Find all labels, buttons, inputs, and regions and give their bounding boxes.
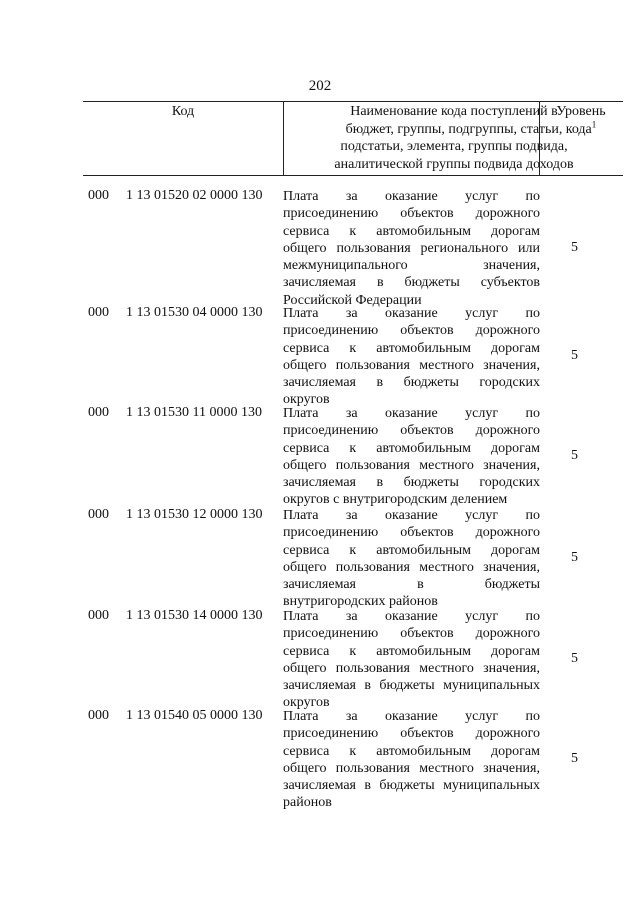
row-name-line: внутригородских районов	[283, 594, 438, 610]
row-prefix: 000	[88, 608, 109, 623]
row-code: 1 13 01540 05 0000 130	[126, 708, 263, 723]
row-name	[283, 608, 540, 712]
row-name-line: Российской Федерации	[283, 292, 422, 308]
row-name-line: Плата за оказание услуг по	[283, 609, 540, 624]
row-name-line: общего пользования местного значения,	[283, 660, 540, 676]
row-prefix: 000	[88, 305, 109, 320]
row-name-line: присоединению объектов дорожного	[283, 323, 540, 339]
row-name	[283, 708, 540, 812]
row-prefix: 000	[88, 507, 109, 522]
row-name-line: присоединению объектов дорожного	[283, 626, 540, 642]
footnote-marker: 1	[591, 118, 597, 129]
row-name	[283, 507, 540, 611]
row-name-line: зачисляемая в бюджеты муниципальных	[283, 678, 540, 694]
row-name-line: зачисляемая в бюджеты субъектов	[283, 275, 540, 291]
row-level: 5	[571, 549, 578, 565]
row-name-line: сервиса к автомобильным дорогам	[283, 542, 540, 558]
row-name-line: Плата за оказание услуг по	[283, 709, 540, 724]
row-name-line: сервиса к автомобильным дорогам	[283, 440, 540, 456]
row-code: 1 13 01520 02 0000 130	[126, 188, 263, 203]
row-name-line: присоединению объектов дорожного	[283, 525, 540, 541]
row-prefix: 000	[88, 405, 109, 420]
table-header	[83, 101, 623, 176]
row-code: 1 13 01530 04 0000 130	[126, 305, 263, 320]
row-name	[283, 405, 540, 509]
row-name-line: общего пользования местного значения,	[283, 760, 540, 776]
row-level: 5	[571, 347, 578, 363]
header-level-text: кода	[565, 121, 592, 137]
page-number: 202	[308, 78, 332, 94]
row-name-line: районов	[283, 795, 332, 811]
row-name-line: общего пользования местного значения,	[283, 559, 540, 575]
row-name-line: сервиса к автомобильным дорогам	[283, 643, 540, 659]
row-name-line: Плата за оказание услуг по	[283, 306, 540, 321]
row-name-line: общего пользования местного значения,	[283, 457, 540, 473]
row-name-line: присоединению объектов дорожного	[283, 423, 540, 439]
row-level: 5	[571, 650, 578, 666]
row-name-line: зачисляемая в бюджеты городских	[283, 375, 540, 391]
header-level	[539, 103, 623, 138]
row-name-line: зачисляемая в бюджеты	[283, 577, 540, 593]
row-name-line: сервиса к автомобильным дорогам	[283, 340, 540, 356]
row-prefix: 000	[88, 188, 109, 203]
header-name-line: аналитической группы подвида доходов	[334, 156, 574, 172]
row-name-line: сервиса к автомобильным дорогам	[283, 743, 540, 759]
row-name-line: общего пользования регионального или	[283, 240, 540, 256]
header-name-line: бюджет, группы, подгруппы, статьи,	[345, 121, 563, 137]
row-level: 5	[571, 750, 578, 766]
row-name-line: присоединению объектов дорожного	[283, 206, 540, 222]
row-name-line: зачисляемая в бюджеты городских	[283, 475, 540, 491]
header-name-line: подстатьи, элемента, группы подвида,	[340, 139, 568, 154]
row-name-line: межмуниципального значения,	[283, 258, 540, 274]
row-code: 1 13 01530 12 0000 130	[126, 507, 263, 522]
row-code: 1 13 01530 11 0000 130	[126, 405, 262, 420]
header-code: Код	[171, 104, 195, 119]
row-name-line: зачисляемая в бюджеты муниципальных	[283, 778, 540, 794]
row-name-line: Плата за оказание услуг по	[283, 189, 540, 204]
row-name-line: округов с внутригородским делением	[283, 492, 508, 508]
row-name	[283, 188, 540, 309]
row-name-line: округов	[283, 695, 330, 711]
row-name-line: Плата за оказание услуг по	[283, 508, 540, 523]
row-name-line: округов	[283, 392, 330, 408]
row-name	[283, 305, 540, 409]
row-name-line: Плата за оказание услуг по	[283, 406, 540, 421]
header-level-line	[539, 118, 623, 139]
header-name-line: Наименование кода поступлений в	[350, 104, 558, 119]
row-name-line: сервиса к автомобильным дорогам	[283, 223, 540, 239]
row-code: 1 13 01530 14 0000 130	[126, 608, 263, 623]
row-level: 5	[571, 239, 578, 255]
row-prefix: 000	[88, 708, 109, 723]
row-name-line: общего пользования местного значения,	[283, 357, 540, 373]
row-level: 5	[571, 447, 578, 463]
header-level-line: Уровень	[556, 104, 606, 119]
row-name-line: присоединению объектов дорожного	[283, 726, 540, 742]
